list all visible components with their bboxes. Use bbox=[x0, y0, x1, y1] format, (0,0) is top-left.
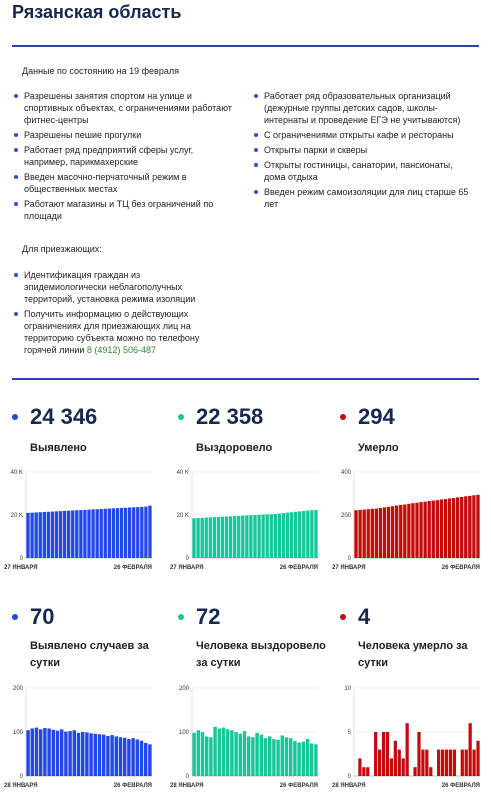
bar bbox=[31, 728, 34, 776]
x-end-label: 26 ФЕВРАЛЯ bbox=[441, 783, 480, 789]
bar bbox=[106, 736, 109, 776]
bar bbox=[423, 502, 426, 558]
bar bbox=[415, 503, 418, 558]
bar bbox=[411, 503, 414, 558]
bar bbox=[68, 731, 71, 776]
bar bbox=[260, 735, 263, 776]
bar bbox=[456, 497, 459, 558]
bar bbox=[449, 750, 452, 776]
x-end-label: 26 ФЕВРАЛЯ bbox=[279, 565, 318, 571]
bar bbox=[294, 512, 297, 558]
restrictions-list-right bbox=[254, 90, 472, 213]
cases-total-value: 24 346 bbox=[30, 404, 98, 429]
bar bbox=[281, 736, 284, 776]
bar bbox=[47, 728, 50, 776]
y-tick-label: 20 K bbox=[10, 513, 23, 519]
bar bbox=[55, 511, 58, 558]
y-tick-label: 200 bbox=[340, 513, 351, 519]
bar bbox=[85, 732, 88, 776]
bar bbox=[87, 510, 90, 558]
y-tick-label: 0 bbox=[19, 556, 23, 562]
bar bbox=[60, 729, 63, 776]
bar bbox=[413, 767, 416, 776]
middle-divider bbox=[12, 378, 479, 380]
bar bbox=[289, 738, 292, 776]
y-tick-label: 5 bbox=[347, 730, 351, 736]
bar bbox=[233, 516, 236, 558]
bar bbox=[437, 750, 440, 776]
bar bbox=[253, 515, 256, 558]
bar bbox=[358, 510, 361, 558]
y-tick-label: 100 bbox=[12, 730, 23, 736]
bar bbox=[234, 732, 237, 776]
bar bbox=[225, 517, 228, 558]
bar bbox=[394, 741, 397, 776]
bar bbox=[476, 741, 479, 776]
bar bbox=[140, 507, 143, 558]
list-item: С ограничениями открыты кафе и рестораны bbox=[254, 129, 472, 141]
bar bbox=[268, 736, 271, 776]
list-item: Разрешены занятия спортом на улице и спортивных объектах, с ограничениями работают фитнес-центры bbox=[14, 90, 232, 126]
y-tick-label: 0 bbox=[347, 556, 351, 562]
bar bbox=[91, 509, 94, 558]
bar bbox=[429, 767, 432, 776]
bar bbox=[26, 730, 29, 776]
list-item bbox=[14, 308, 224, 356]
bar bbox=[112, 508, 115, 558]
bar bbox=[276, 740, 279, 776]
bar bbox=[436, 500, 439, 558]
bar bbox=[110, 735, 113, 776]
bar bbox=[89, 733, 92, 776]
x-end-label: 26 ФЕВРАЛЯ bbox=[113, 565, 152, 571]
bar bbox=[144, 507, 147, 558]
list-item: Работают магазины и ТЦ без ограничений по площади bbox=[14, 198, 232, 222]
bar bbox=[120, 508, 123, 558]
bar bbox=[302, 742, 305, 776]
blue-dot-icon bbox=[12, 614, 18, 620]
bar bbox=[298, 511, 301, 558]
bar bbox=[285, 737, 288, 776]
bar bbox=[367, 509, 370, 558]
bar bbox=[100, 509, 103, 558]
bar bbox=[51, 512, 54, 558]
bar bbox=[314, 510, 317, 558]
bar bbox=[403, 504, 406, 558]
bar bbox=[229, 516, 232, 558]
bar bbox=[464, 496, 467, 558]
bar bbox=[71, 510, 74, 558]
bar bbox=[374, 732, 377, 776]
bar bbox=[217, 517, 220, 558]
deaths-daily-value: 4 bbox=[358, 604, 371, 629]
bar bbox=[209, 517, 212, 558]
bar bbox=[39, 512, 42, 558]
bar bbox=[395, 506, 398, 558]
x-start-label: 27 ЯНВАРЯ bbox=[170, 565, 204, 571]
bar bbox=[226, 729, 229, 776]
x-start-label: 27 ЯНВАРЯ bbox=[4, 565, 38, 571]
recovered-total-value: 22 358 bbox=[196, 404, 264, 429]
bar bbox=[472, 750, 475, 776]
bar bbox=[94, 734, 97, 776]
data-date: Данные по состоянию на 19 февраля bbox=[22, 66, 179, 76]
bar bbox=[270, 514, 273, 558]
bar bbox=[399, 505, 402, 558]
bar bbox=[297, 743, 300, 776]
bar bbox=[221, 517, 224, 558]
y-tick-label: 0 bbox=[347, 774, 351, 780]
list-item: Разрешены пешие прогулки bbox=[14, 129, 232, 141]
bar bbox=[43, 512, 46, 558]
bar bbox=[290, 512, 293, 558]
bar bbox=[197, 730, 200, 776]
bar bbox=[47, 512, 50, 558]
cases-daily-label: Выявлено случаев за сутки bbox=[30, 640, 149, 669]
bar bbox=[59, 511, 62, 558]
y-tick-label: 10 bbox=[344, 686, 351, 692]
bar bbox=[264, 738, 267, 776]
recovered-daily-label: Человека выздоровело за сутки bbox=[196, 640, 326, 669]
recovered-daily-value: 72 bbox=[196, 604, 221, 629]
bar bbox=[362, 510, 365, 558]
bar bbox=[314, 744, 317, 776]
bar bbox=[26, 513, 29, 558]
bar bbox=[132, 507, 135, 558]
arrivals-heading: Для приезжающих: bbox=[22, 244, 102, 254]
chart-cases-total bbox=[4, 468, 154, 576]
bar bbox=[257, 515, 260, 558]
bar bbox=[115, 736, 118, 776]
bar bbox=[243, 731, 246, 776]
bar bbox=[213, 727, 216, 776]
deaths-daily-label: Человека умерло за сутки bbox=[358, 640, 468, 669]
list-item: Работает ряд образовательных организаций (дежурные группы детских садов, школы-интернаты и проведение ЕГЭ не учитываются) bbox=[254, 90, 472, 126]
bar bbox=[201, 732, 204, 776]
bar bbox=[148, 506, 151, 558]
bar bbox=[140, 741, 143, 776]
x-end-label: 26 ФЕВРАЛЯ bbox=[113, 783, 152, 789]
bar bbox=[358, 758, 361, 776]
bar bbox=[465, 750, 468, 776]
bar bbox=[251, 737, 254, 776]
bar bbox=[131, 738, 134, 776]
bar bbox=[476, 495, 479, 558]
x-start-label: 28 ЯНВАРЯ bbox=[170, 783, 204, 789]
bar bbox=[366, 767, 369, 776]
y-tick-label: 40 K bbox=[176, 470, 189, 476]
hotline-phone[interactable]: 8 (4912) 506-487 bbox=[86, 345, 156, 355]
top-divider bbox=[12, 45, 479, 47]
bar bbox=[200, 518, 203, 558]
chart-deaths-total bbox=[332, 468, 482, 576]
bar bbox=[293, 741, 296, 776]
red-dot-icon bbox=[340, 614, 346, 620]
list-item: Идентификация граждан из эпидемиологически неблагополучных территорий, установка режима изоляции bbox=[14, 269, 224, 305]
deaths-total-label: Умерло bbox=[358, 442, 399, 454]
bar bbox=[302, 511, 305, 558]
bar bbox=[239, 734, 242, 776]
bar bbox=[192, 518, 195, 558]
bar bbox=[274, 514, 277, 558]
bar bbox=[310, 743, 313, 776]
bar bbox=[218, 728, 221, 776]
bar bbox=[445, 750, 448, 776]
x-start-label: 27 ЯНВАРЯ bbox=[332, 565, 366, 571]
bar bbox=[34, 512, 37, 558]
y-tick-label: 0 bbox=[185, 556, 189, 562]
bar bbox=[205, 736, 208, 776]
y-tick-label: 40 K bbox=[10, 470, 23, 476]
y-tick-label: 0 bbox=[185, 774, 189, 780]
bar bbox=[406, 723, 409, 776]
bar bbox=[425, 750, 428, 776]
x-start-label: 28 ЯНВАРЯ bbox=[4, 783, 38, 789]
y-tick-label: 200 bbox=[178, 686, 189, 692]
cases-daily-value: 70 bbox=[30, 604, 55, 629]
bar bbox=[209, 737, 212, 776]
bar bbox=[421, 750, 424, 776]
y-tick-label: 200 bbox=[12, 686, 23, 692]
bar bbox=[75, 510, 78, 558]
y-tick-label: 20 K bbox=[176, 513, 189, 519]
bar bbox=[398, 750, 401, 776]
bar bbox=[387, 507, 390, 558]
y-tick-label: 100 bbox=[178, 730, 189, 736]
bar bbox=[379, 508, 382, 558]
bar bbox=[428, 501, 431, 558]
bar bbox=[452, 498, 455, 558]
bar bbox=[407, 504, 410, 558]
y-tick-label: 400 bbox=[340, 470, 351, 476]
bar bbox=[402, 758, 405, 776]
bar bbox=[375, 509, 378, 558]
bar bbox=[52, 730, 55, 776]
bar bbox=[73, 730, 76, 776]
chart-cases-daily bbox=[4, 684, 154, 794]
bar bbox=[98, 734, 101, 776]
restrictions-list-left bbox=[14, 90, 232, 225]
bar bbox=[124, 508, 127, 558]
deaths-total-value: 294 bbox=[358, 404, 395, 429]
bar bbox=[127, 739, 130, 776]
bar bbox=[266, 514, 269, 558]
recovered-total-label: Выздоровело bbox=[196, 442, 273, 454]
list-item: Работает ряд предприятий сферы услуг, например, парикмахерские bbox=[14, 144, 232, 168]
x-end-label: 26 ФЕВРАЛЯ bbox=[441, 565, 480, 571]
list-item: Открыты парки и скверы bbox=[254, 144, 472, 156]
bar bbox=[272, 739, 275, 776]
x-start-label: 28 ЯНВАРЯ bbox=[332, 783, 366, 789]
x-end-label: 26 ФЕВРАЛЯ bbox=[279, 783, 318, 789]
bar bbox=[95, 509, 98, 558]
bar bbox=[116, 508, 119, 558]
bar bbox=[390, 758, 393, 776]
bar bbox=[136, 507, 139, 558]
bar bbox=[306, 739, 309, 776]
chart-recovered-total bbox=[170, 468, 320, 576]
bar bbox=[64, 732, 67, 776]
bar bbox=[241, 516, 244, 558]
bar bbox=[448, 498, 451, 558]
blue-dot-icon bbox=[12, 414, 18, 420]
bar bbox=[63, 511, 66, 558]
bar bbox=[441, 750, 444, 776]
page-title: Рязанская область bbox=[12, 2, 182, 22]
bar bbox=[128, 507, 131, 558]
bar bbox=[282, 513, 285, 558]
bar bbox=[245, 515, 248, 558]
bar bbox=[144, 743, 147, 776]
bar bbox=[417, 732, 420, 776]
bar bbox=[123, 738, 126, 776]
bar bbox=[77, 733, 80, 776]
bar bbox=[460, 497, 463, 558]
bar bbox=[362, 767, 365, 776]
bar bbox=[378, 750, 381, 776]
bar bbox=[136, 739, 139, 776]
bar bbox=[192, 733, 195, 776]
bar bbox=[382, 732, 385, 776]
bar bbox=[469, 723, 472, 776]
green-dot-icon bbox=[178, 414, 184, 420]
bar bbox=[119, 737, 122, 776]
bar bbox=[461, 750, 464, 776]
bar bbox=[81, 732, 84, 776]
bar bbox=[222, 728, 225, 776]
bar bbox=[255, 733, 258, 776]
bar bbox=[39, 729, 42, 776]
bar bbox=[391, 506, 394, 558]
bar bbox=[247, 736, 250, 776]
arrivals-list bbox=[14, 269, 224, 359]
bar bbox=[286, 513, 289, 558]
bar bbox=[383, 507, 386, 558]
bar bbox=[108, 509, 111, 558]
bar bbox=[237, 516, 240, 558]
bar bbox=[468, 496, 471, 558]
bar bbox=[472, 495, 475, 558]
chart-deaths-daily bbox=[332, 684, 482, 794]
bar bbox=[83, 510, 86, 558]
y-tick-label: 0 bbox=[19, 774, 23, 780]
bar bbox=[43, 728, 46, 776]
bar bbox=[261, 515, 264, 558]
bar bbox=[419, 502, 422, 558]
list-item: Введен режим самоизоляции для лиц старше 65 лет bbox=[254, 186, 472, 210]
bar bbox=[67, 511, 70, 558]
bar bbox=[30, 513, 33, 558]
chart-recovered-daily bbox=[170, 684, 320, 794]
list-item: Открыты гостиницы, санатории, пансионаты, дома отдыха bbox=[254, 159, 472, 183]
green-dot-icon bbox=[178, 614, 184, 620]
bar bbox=[354, 510, 357, 558]
bar bbox=[213, 517, 216, 558]
bar bbox=[102, 735, 105, 776]
cases-total-label: Выявлено bbox=[30, 442, 87, 454]
bar bbox=[444, 499, 447, 558]
arrivals-info-text: Получить информацию о действующих ограничениях для приезжающих лиц на территорию субъекта можно по телефону горячей линии bbox=[24, 309, 200, 355]
bar bbox=[453, 750, 456, 776]
bar bbox=[440, 500, 443, 558]
bar bbox=[196, 518, 199, 558]
bar bbox=[205, 518, 208, 558]
bar bbox=[371, 509, 374, 558]
red-dot-icon bbox=[340, 414, 346, 420]
bar bbox=[104, 509, 107, 558]
bar bbox=[79, 510, 82, 558]
bar bbox=[432, 501, 435, 558]
bar bbox=[249, 515, 252, 558]
list-item: Введен масочно-перчаточный режим в общественных местах bbox=[14, 171, 232, 195]
bar bbox=[306, 510, 309, 558]
bar bbox=[386, 732, 389, 776]
bar bbox=[148, 744, 151, 776]
bar bbox=[35, 728, 38, 776]
bar bbox=[56, 731, 59, 776]
bar bbox=[310, 510, 313, 558]
bar bbox=[278, 513, 281, 558]
bar bbox=[230, 730, 233, 776]
